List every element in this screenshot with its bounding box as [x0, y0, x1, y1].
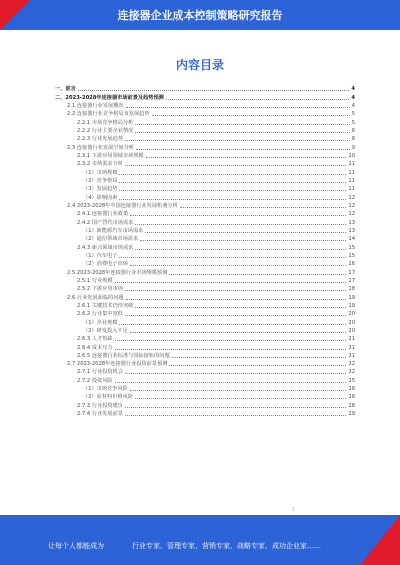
toc-entry-page: 11 [348, 161, 355, 168]
toc-entry[interactable] [55, 293, 355, 301]
toc-entry-page: 26 [348, 386, 355, 393]
toc-entry-title: 2.4.3 新兴领域市场需求 [77, 244, 134, 251]
toc-entry-page: 25 [348, 377, 355, 384]
toc-entry-title: （1）新能源汽车市场需求 [83, 227, 144, 234]
toc-entry-title: 2.3 连接器行业发展空间分析 [67, 144, 134, 151]
toc-entry[interactable] [55, 285, 355, 293]
toc-dot-leader [125, 373, 346, 374]
toc-entry-page: 21 [348, 352, 355, 359]
toc-entry-page: 17 [348, 269, 355, 276]
page-number: 1 [292, 507, 295, 512]
toc-entry[interactable] [55, 102, 355, 110]
toc-entry-title: 2.6.5 连接器行业标准与国际接轨的问题 [77, 352, 170, 359]
toc-entry[interactable] [55, 327, 355, 335]
toc-entry-title: （4）影响因素 [83, 194, 118, 201]
toc-dot-leader [180, 207, 347, 208]
toc-entry-title: （1）汽车电子 [83, 252, 118, 259]
toc-entry[interactable] [55, 335, 355, 343]
toc-entry-title: 2.4.2 国产替代市场需求 [77, 219, 134, 226]
toc-entry[interactable] [55, 177, 355, 185]
toc-entry[interactable] [55, 252, 355, 260]
toc-dot-leader [126, 299, 347, 300]
toc-entry-title: 2.6.2 行业集中度低 [77, 311, 123, 318]
toc-entry-page: 4 [351, 102, 355, 109]
toc-entry-page: 9 [351, 144, 355, 151]
toc-dot-leader [78, 90, 350, 91]
toc-entry-page: 10 [348, 152, 355, 159]
toc-entry-title: （2）消费电子市场 [83, 261, 128, 268]
toc-entry-title: （2）通信领域市场需求 [83, 236, 139, 243]
toc-entry-page: 13 [348, 227, 355, 234]
toc-entry[interactable] [55, 135, 355, 143]
toc-entry[interactable] [55, 185, 355, 193]
toc-entry[interactable] [55, 393, 355, 401]
toc-entry-page: 22 [348, 361, 355, 368]
toc-entry-title: 2.7.1 行业投资机会 [77, 369, 123, 376]
toc-entry[interactable] [55, 210, 355, 218]
footer-tagline: 行业专家、管理专家、营销专家、战略专家、成功企业家…… [132, 542, 321, 550]
toc-dot-leader [125, 290, 346, 291]
toc-entry[interactable] [55, 143, 355, 151]
toc-entry-page: 8 [351, 136, 355, 143]
toc-entry-title: 2.7 2023-2028年连接器行业投资前景预测 [67, 361, 168, 368]
toc-entry-title: 2.4 2023-2028年中国连接器行业发展机遇分析 [67, 202, 178, 209]
toc-entry[interactable] [55, 152, 355, 160]
toc-entry-page: 12 [348, 194, 355, 201]
toc-heading: 内容目录 [175, 58, 224, 72]
toc-entry[interactable] [55, 110, 355, 118]
toc-entry-title: 2.7.4 行业发展前景 [77, 411, 123, 418]
footer-band [0, 515, 400, 565]
toc-dot-leader [119, 257, 346, 258]
toc-entry[interactable] [55, 118, 355, 126]
toc-entry-page: 20 [348, 311, 355, 318]
toc-dot-leader [135, 224, 346, 225]
toc-entry[interactable] [55, 85, 355, 93]
toc-entry-page: 21 [348, 344, 355, 351]
toc-entry-title: 2.6 行业发展面临的问题 [67, 294, 124, 301]
toc-entry-page: 15 [348, 252, 355, 259]
toc-entry[interactable] [55, 260, 355, 268]
toc-entry-title: 2.2.2 行业主要企业情况 [77, 127, 134, 134]
toc-entry-title: 2.2.1 市场竞争格局分析 [77, 119, 134, 126]
toc-entry[interactable] [55, 352, 355, 360]
toc-dot-leader [140, 240, 346, 241]
toc-dot-leader [115, 340, 347, 341]
toc-entry-page: 22 [348, 369, 355, 376]
toc-entry-page: 6 [351, 127, 355, 134]
toc-entry-title: （3）发展趋势 [83, 186, 118, 193]
table-of-contents [55, 85, 355, 418]
toc-entry-title: 2.3.2 市场需求分析 [77, 161, 123, 168]
toc-dot-leader [135, 249, 346, 250]
toc-entry-page: 28 [348, 402, 355, 409]
toc-dot-leader [115, 282, 347, 283]
toc-entry[interactable] [55, 268, 355, 276]
toc-entry-title: （2）研发投入不足 [83, 327, 128, 334]
toc-entry[interactable] [55, 302, 355, 310]
toc-entry-page: 18 [348, 286, 355, 293]
toc-entry-title: 2.1 连接器行业发展概况 [67, 102, 124, 109]
toc-dot-leader [135, 307, 346, 308]
toc-entry[interactable] [55, 93, 355, 101]
toc-entry-page: 13 [348, 219, 355, 226]
toc-entry-page: 19 [348, 302, 355, 309]
toc-entry-page: 19 [348, 294, 355, 301]
toc-dot-leader [135, 132, 349, 133]
toc-entry[interactable] [55, 202, 355, 210]
toc-dot-leader [145, 232, 346, 233]
toc-entry[interactable] [55, 401, 355, 409]
toc-entry[interactable] [55, 310, 355, 318]
toc-entry-title: （1）市场规模 [83, 169, 118, 176]
toc-dot-leader [152, 115, 350, 116]
toc-entry-title: （1）企业规模 [83, 319, 118, 326]
toc-entry-title: 2.2.3 行业发展趋势 [77, 136, 123, 143]
toc-entry[interactable] [55, 127, 355, 135]
toc-entry-page: 20 [348, 327, 355, 334]
toc-dot-leader [126, 107, 350, 108]
toc-entry[interactable] [55, 193, 355, 201]
toc-dot-leader [115, 349, 347, 350]
toc-entry[interactable] [55, 218, 355, 226]
toc-entry-page: 11 [348, 177, 355, 184]
toc-entry-page: 4 [351, 86, 355, 93]
toc-entry-page: 12 [348, 202, 355, 209]
toc-dot-leader [135, 398, 346, 399]
toc-dot-leader [166, 99, 350, 100]
toc-entry[interactable] [55, 360, 355, 368]
toc-entry-page: 14 [348, 236, 355, 243]
toc-dot-leader [169, 365, 346, 366]
toc-entry-title: 2.5 2023-2028年连接器行业市场规模预测 [67, 269, 168, 276]
toc-entry[interactable] [55, 160, 355, 168]
toc-dot-leader [125, 415, 346, 416]
toc-entry-title: 2.5.2 下游应用市场 [77, 286, 123, 293]
toc-entry[interactable] [55, 410, 355, 418]
toc-dot-leader [130, 215, 346, 216]
toc-entry-title: （2）原材料价格风险 [83, 394, 133, 401]
toc-dot-leader [135, 124, 349, 125]
toc-dot-leader [125, 140, 350, 141]
toc-dot-leader [130, 265, 347, 266]
toc-entry[interactable] [55, 243, 355, 251]
toc-entry-page: 15 [348, 244, 355, 251]
toc-entry-page: 4 [351, 94, 355, 101]
toc-entry-title: 2.3.1 下游应用领域市场规模 [77, 152, 144, 159]
toc-entry-page: 17 [348, 277, 355, 284]
toc-entry-page: 11 [348, 186, 355, 193]
toc-entry-title: 2.5.1 行业规模 [77, 277, 113, 284]
toc-entry-page: 16 [348, 261, 355, 268]
toc-entry-page: 26 [348, 394, 355, 401]
toc-dot-leader [172, 357, 347, 358]
toc-dot-leader [125, 315, 346, 316]
toc-entry[interactable] [55, 368, 355, 376]
toc-entry-page: 5 [351, 111, 355, 118]
toc-dot-leader [130, 390, 347, 391]
toc-entry-title: （1）市场竞争风险 [83, 386, 128, 393]
toc-entry-title: 2.2 连接器行业竞争格局及发展趋势 [67, 111, 150, 118]
toc-entry[interactable] [55, 235, 355, 243]
toc-entry-title: （2）竞争格局 [83, 177, 118, 184]
toc-entry-page: 11 [348, 169, 355, 176]
toc-entry-page: 12 [348, 211, 355, 218]
toc-dot-leader [125, 407, 346, 408]
toc-entry-page: 5 [351, 119, 355, 126]
toc-entry-title: 2.6.3 人才短缺 [77, 336, 113, 343]
toc-entry[interactable] [55, 318, 355, 326]
footer-red-corner [360, 515, 400, 565]
toc-entry[interactable] [55, 376, 355, 384]
toc-dot-leader [125, 165, 346, 166]
toc-entry-title: 一、前言 [55, 86, 76, 93]
toc-dot-leader [119, 324, 346, 325]
footer-slogan: 让每个人都能成为 [48, 542, 104, 550]
toc-dot-leader [146, 157, 347, 158]
toc-dot-leader [130, 332, 347, 333]
toc-entry-page: 20 [348, 319, 355, 326]
toc-dot-leader [115, 382, 347, 383]
toc-dot-leader [169, 274, 346, 275]
toc-dot-leader [119, 199, 346, 200]
toc-entry-page: 21 [348, 336, 355, 343]
toc-entry-title: 2.6.4 成本压力 [77, 344, 113, 351]
toc-entry[interactable] [55, 385, 355, 393]
toc-entry[interactable] [55, 227, 355, 235]
toc-entry-title: 2.4.1 连接器行业政策 [77, 211, 129, 218]
toc-dot-leader [119, 182, 346, 183]
toc-entry[interactable] [55, 168, 355, 176]
toc-entry-title: 二、2023-2028年连接器市场前景及趋势预测 [55, 94, 164, 101]
toc-entry-title: 2.7.3 行业投资建议 [77, 402, 123, 409]
toc-dot-leader [136, 149, 350, 150]
toc-entry-title: 2.6.1 关键技术仍待突破 [77, 302, 134, 309]
toc-dot-leader [119, 190, 346, 191]
toc-entry-page: 29 [348, 411, 355, 418]
toc-dot-leader [119, 174, 346, 175]
toc-entry[interactable] [55, 277, 355, 285]
report-title: 连接器企业成本控制策略研究报告 [117, 9, 283, 22]
toc-entry-title: 2.7.2 投资风险 [77, 377, 113, 384]
toc-entry[interactable] [55, 343, 355, 351]
